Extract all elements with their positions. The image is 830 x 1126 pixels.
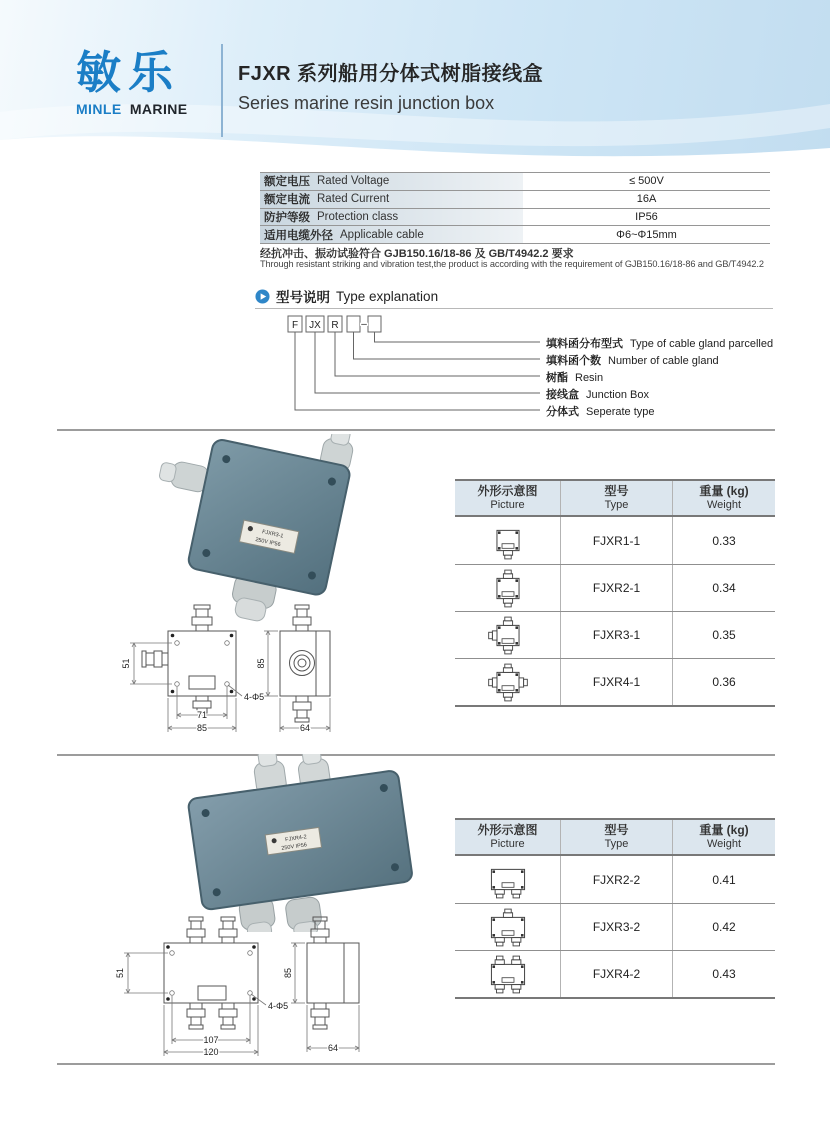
dimension-drawing-rect [110, 896, 406, 1066]
code-label-resin: 树酯 Resin [546, 372, 604, 384]
spec-value: IP56 [635, 210, 658, 223]
table-header-cell: 重量 (kg) Weight [672, 820, 775, 854]
picture-cell [455, 904, 560, 950]
logo-en-text [76, 101, 236, 117]
weight-cell: 0.33 [672, 517, 775, 564]
play-circle-icon [255, 289, 270, 304]
type-cell: FJXR4-1 [560, 659, 672, 705]
spec-value: 16A [636, 193, 657, 206]
weight-cell: 0.41 [672, 856, 775, 903]
svg-text:85: 85 [196, 723, 208, 733]
spec-label: 防护等级 Protection class [260, 209, 523, 226]
spec-row-current [260, 190, 770, 208]
box-schematic-icon [485, 953, 531, 996]
svg-text:JX: JX [309, 320, 321, 331]
table-row [455, 856, 775, 903]
table-header-row [455, 481, 775, 517]
svg-text:85: 85 [256, 658, 266, 669]
code-label-seperate-type: 分体式 Seperate type [546, 406, 655, 418]
box-schematic-icon [485, 567, 531, 610]
section-divider [57, 1063, 775, 1065]
weight-cell: 0.42 [672, 904, 775, 950]
svg-text:51: 51 [121, 658, 131, 669]
svg-text:64: 64 [327, 1043, 339, 1053]
table-header-cell: 型号 Type [560, 820, 672, 854]
table-header-cell: 重量 (kg) Weight [672, 481, 775, 515]
spec-label: 额定电流 Rated Current [260, 191, 523, 208]
type-cell: FJXR3-1 [560, 612, 672, 658]
svg-text:–: – [361, 319, 367, 330]
code-label-gland-type: 填料函分布型式 Type of cable gland parcelled [546, 338, 774, 350]
type-cell: FJXR2-1 [560, 565, 672, 611]
page-title-cn: FJXR 系列船用分体式树脂接线盒 [238, 63, 544, 85]
svg-text:85: 85 [283, 967, 293, 979]
table-row [455, 517, 775, 564]
table-row [455, 564, 775, 611]
test-note-en: Through resistant striking and vibration test,the product is according with the requirement of GJB150.16/18-86 and GB/T4942.2 [260, 259, 764, 269]
dimension-drawing-square [118, 597, 380, 745]
spec-row-cable [260, 225, 770, 243]
svg-text:107: 107 [203, 1035, 219, 1045]
section-divider [57, 429, 775, 431]
picture-cell [455, 951, 560, 997]
svg-text:64: 64 [299, 723, 311, 733]
table-row [455, 658, 775, 705]
page-title-en: Series marine resin junction box [238, 93, 495, 113]
code-label-junction-box: 接线盒 Junction Box [546, 389, 649, 401]
spec-value: ≤ 500V [629, 175, 664, 188]
weight-cell: 0.36 [672, 659, 775, 705]
spec-row-protection [260, 208, 770, 226]
table-header-cell: 外形示意图 Picture [477, 484, 538, 511]
weight-cell: 0.43 [672, 951, 775, 997]
type-cell: FJXR2-2 [560, 856, 672, 903]
spec-value: Φ6~Φ15mm [616, 228, 677, 241]
logo-marine: MARINE [129, 100, 188, 117]
spec-row-voltage [260, 172, 770, 190]
svg-text:71: 71 [196, 710, 208, 720]
box-schematic-icon [485, 614, 531, 657]
heading-underline [255, 308, 773, 309]
product-table-1 [455, 479, 775, 707]
picture-cell [455, 659, 560, 705]
svg-text:250V IP56: 250V IP56 [281, 842, 308, 852]
box-schematic-icon [485, 661, 531, 704]
spec-table [260, 172, 770, 244]
spec-label: 额定电压 Rated Voltage [260, 173, 523, 190]
header-separator [221, 44, 223, 137]
type-cell: FJXR4-2 [560, 951, 672, 997]
svg-text:250V IP56: 250V IP56 [254, 536, 282, 549]
type-cell: FJXR3-2 [560, 904, 672, 950]
product-table-2 [455, 818, 775, 999]
table-row [455, 903, 775, 950]
table-header-cell: 外形示意图 Picture [477, 823, 538, 850]
svg-text:FJXR4-2: FJXR4-2 [284, 834, 308, 844]
weight-cell: 0.34 [672, 565, 775, 611]
page-title-block [238, 57, 543, 114]
svg-text:4-Φ5: 4-Φ5 [268, 1001, 289, 1011]
spec-label: 适用电缆外径 Applicable cable [260, 226, 523, 243]
svg-text:F: F [291, 320, 299, 331]
picture-cell [455, 517, 560, 564]
box-schematic-icon [485, 906, 531, 949]
test-note-cn: 经抗冲击、振动试验符合 GJB150.16/18-86 及 GB/T4942.2 要求 [260, 248, 574, 260]
svg-text:51: 51 [115, 967, 125, 979]
picture-cell [455, 565, 560, 611]
logo-minle: MINLE [76, 100, 122, 117]
picture-cell [455, 612, 560, 658]
svg-text:R: R [331, 320, 339, 331]
svg-text:120: 120 [203, 1047, 219, 1057]
box-schematic-icon [485, 858, 531, 901]
type-cell: FJXR1-1 [560, 517, 672, 564]
table-header-row [455, 820, 775, 856]
svg-text:FJXR3-1: FJXR3-1 [261, 529, 284, 540]
type-explanation-heading: 型号说明 Type explanation [255, 286, 438, 306]
picture-cell [455, 856, 560, 903]
weight-cell: 0.35 [672, 612, 775, 658]
code-label-gland-number: 填料函个数 Number of cable gland [546, 355, 719, 367]
table-header-cell: 型号 Type [560, 481, 672, 515]
logo-cn-text: 敏乐 [76, 47, 181, 98]
table-row [455, 611, 775, 658]
table-row [455, 950, 775, 997]
company-logo [76, 47, 236, 117]
svg-text:4-Φ5: 4-Φ5 [244, 692, 265, 702]
box-schematic-icon [485, 519, 531, 562]
